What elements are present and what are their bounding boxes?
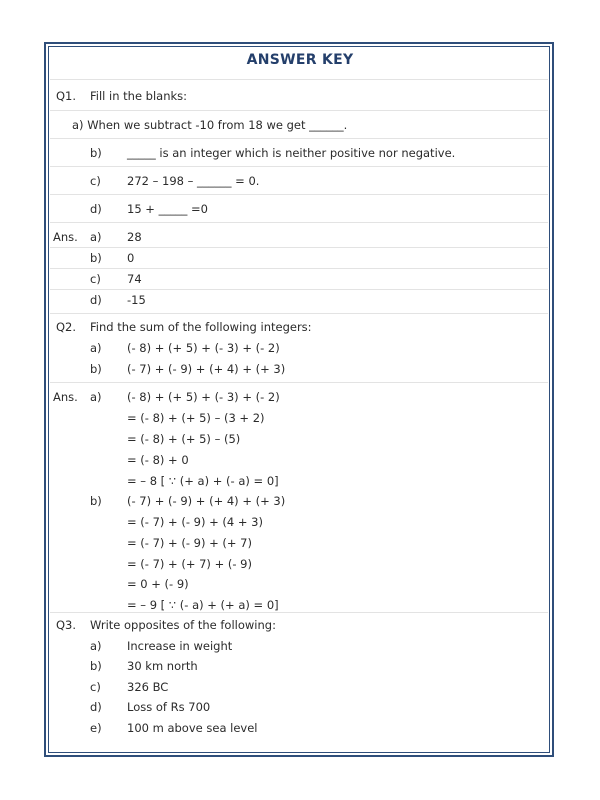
- answer-letter: c): [90, 272, 101, 286]
- q1-item-b-text: _____ is an integer which is neither positive nor negative.: [127, 146, 456, 160]
- question-number: Q2.: [56, 320, 77, 334]
- solution-step: = (- 7) + (- 9) + (+ 7): [127, 536, 252, 550]
- divider: [50, 612, 548, 613]
- solution-step: = – 8 [ ∵ (+ a) + (- a) = 0]: [127, 474, 279, 488]
- q1-item-d-label: d): [90, 202, 102, 216]
- solution-step: = (- 8) + 0: [127, 453, 189, 467]
- solution-step: = (- 8) + (+ 5) – (5): [127, 432, 241, 446]
- answer-letter: b): [90, 251, 102, 265]
- divider: [50, 382, 548, 383]
- solution-step: = (- 8) + (+ 5) – (3 + 2): [127, 411, 265, 425]
- q2-item-expression: (- 7) + (- 9) + (+ 4) + (+ 3): [127, 362, 286, 376]
- divider: [50, 110, 548, 111]
- divider: [50, 138, 548, 139]
- answer-letter: d): [90, 293, 102, 307]
- question-number: Q1.: [56, 89, 77, 103]
- divider: [50, 313, 548, 314]
- answer-value: 74: [127, 272, 142, 286]
- divider: [50, 222, 548, 223]
- q2-item-letter: a): [90, 341, 102, 355]
- q3-item-letter: a): [90, 639, 102, 653]
- answer-letter: a): [90, 230, 102, 244]
- q3-item-letter: e): [90, 721, 102, 735]
- solution-step: (- 8) + (+ 5) + (- 3) + (- 2): [127, 390, 280, 404]
- answer-value: 28: [127, 230, 142, 244]
- solution-step: = 0 + (- 9): [127, 577, 189, 591]
- answer-value: -15: [127, 293, 146, 307]
- q1-item-c-label: c): [90, 174, 101, 188]
- solution-step: = (- 7) + (- 9) + (4 + 3): [127, 515, 263, 529]
- q3-item-text: Increase in weight: [127, 639, 233, 653]
- divider: [50, 166, 548, 167]
- q3-item-letter: b): [90, 659, 102, 673]
- solution-step: (- 7) + (- 9) + (+ 4) + (+ 3): [127, 494, 286, 508]
- q2-item-expression: (- 8) + (+ 5) + (- 3) + (- 2): [127, 341, 280, 355]
- q3-item-letter: d): [90, 700, 102, 714]
- answer-letter: a): [90, 390, 102, 404]
- page-title: ANSWER KEY: [246, 52, 354, 68]
- q3-item-letter: c): [90, 680, 101, 694]
- q3-item-text: 100 m above sea level: [127, 721, 258, 735]
- question-text: Find the sum of the following integers:: [90, 320, 312, 334]
- solution-step: = – 9 [ ∵ (- a) + (+ a) = 0]: [127, 598, 279, 612]
- divider: [50, 289, 548, 290]
- answer-label: Ans.: [53, 230, 78, 244]
- q1-item-d-text: 15 + _____ =0: [127, 202, 208, 216]
- answer-letter: b): [90, 494, 102, 508]
- solution-step: = (- 7) + (+ 7) + (- 9): [127, 557, 252, 571]
- q3-item-text: 326 BC: [127, 680, 169, 694]
- answer-value: 0: [127, 251, 135, 265]
- q1-item-b-label: b): [90, 146, 102, 160]
- q3-item-text: 30 km north: [127, 659, 198, 673]
- divider: [50, 247, 548, 248]
- question-text: Fill in the blanks:: [90, 89, 188, 103]
- question-text: Write opposites of the following:: [90, 618, 276, 632]
- divider: [50, 194, 548, 195]
- answer-label: Ans.: [53, 390, 78, 404]
- divider: [50, 268, 548, 269]
- question-number: Q3.: [56, 618, 77, 632]
- divider: [50, 79, 548, 80]
- q1-item-c-text: 272 – 198 – ______ = 0.: [127, 174, 260, 188]
- q1-item-a: a) When we subtract -10 from 18 we get ______.: [72, 118, 348, 132]
- q2-item-letter: b): [90, 362, 102, 376]
- q3-item-text: Loss of Rs 700: [127, 700, 211, 714]
